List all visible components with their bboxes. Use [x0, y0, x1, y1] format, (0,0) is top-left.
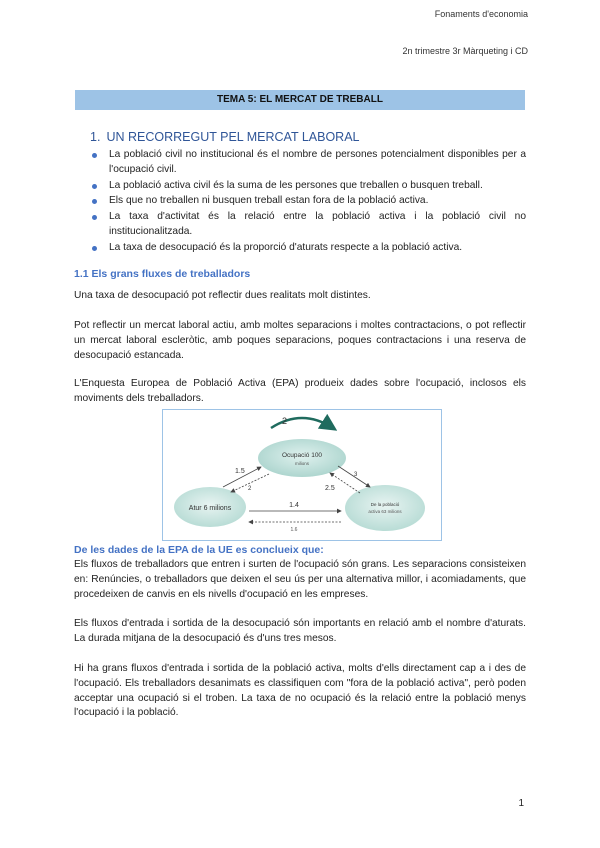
paragraph: Els fluxos de treballadors que entren i surten de l'ocupació són grans. Les separacions consisteixen en: Renúncies, o treballadors que deixen el seu ús per una alternativa millor, i acomiadaments, que procedeixen de canvis en els nivells d'ocupació en les empreses. — [74, 559, 526, 600]
section-heading — [90, 130, 366, 144]
definitions-list — [90, 148, 526, 257]
flow-value: 1.4 — [289, 502, 299, 509]
list-item: Els que no treballen ni busquen treball estan fora de la població activa. — [90, 194, 526, 209]
employment-label: Ocupació 100 — [281, 452, 323, 459]
outside-node-label: De la població — [370, 502, 400, 507]
section-number: 1. — [90, 130, 101, 144]
subsection-heading: 1.1 Els grans fluxes de treballadors — [74, 268, 251, 280]
paragraph: Hi ha grans fluxos d'entrada i sortida de la població activa, molts d'ells directament cap a i des de l'ocupació. Els treballadors desanimats es classifiquen com "fora de la població activa", però poden acceptar una ocupació si el troben. La taxa de no ocupació és la relació entre la població menys l'ocupació i la població. — [74, 663, 526, 719]
conclusions-heading: De les dades de la EPA de la UE es conclueix que: — [74, 544, 324, 556]
paragraph: Els fluxos d'entrada i sortida de la desocupació són importants en relació amb el nombre d'aturats. La durada mitjana de la desocupació és d'uns tres mesos. — [74, 618, 526, 644]
flow-value: 1.5 — [235, 468, 245, 475]
flow-value: 1.6 — [290, 527, 298, 533]
employment-sublabel: milions — [294, 461, 310, 466]
paragraph: Una taxa de desocupació pot reflectir dues realitats molt distintes. — [74, 290, 371, 301]
outside-node-sublabel: activa 63 milions — [368, 509, 402, 514]
outside-labour-force-node — [345, 485, 425, 531]
page-number: 1 — [518, 798, 524, 809]
flow-value: 2.5 — [325, 485, 335, 492]
worker-flows-diagram — [162, 409, 442, 541]
flow-value: 2 — [248, 486, 252, 492]
paragraph: L'Enquesta Europea de Població Activa (EPA) produeix dades sobre l'ocupació, inclosos els moviments dels treballadors. — [74, 378, 526, 404]
section-title: UN RECORREGUT PEL MERCAT LABORAL — [106, 130, 360, 144]
unemployment-label: Atur 6 milions — [188, 505, 232, 512]
chapter-banner: TEMA 5: EL MERCAT DE TREBALL — [75, 90, 525, 110]
list-item: La població activa civil és la suma de les persones que treballen o busquen treball. — [90, 179, 526, 194]
loop-value: 2 — [282, 416, 288, 426]
header-course: Fonaments d'economia — [434, 9, 528, 19]
list-item: La població civil no institucional és el nombre de persones potencialment disponibles per a l'ocupació civil. — [90, 148, 526, 178]
header-term: 2n trimestre 3r Màrqueting i CD — [402, 46, 528, 56]
flow-value: 3 — [354, 472, 358, 478]
paragraph: Pot reflectir un mercat laboral actiu, amb moltes separacions i moltes contractacions, o pot reflectir un mercat laboral escleròtic, amb poques separacions, poques contractacions i una reserva de desocupació estancada. — [74, 320, 526, 361]
list-item: La taxa d'activitat és la relació entre la població activa i la població civil no institucionalitzada. — [90, 210, 526, 240]
list-item: La taxa de desocupació és la proporció d'aturats respecte a la població activa. — [90, 241, 526, 256]
retention-loop-arrow — [271, 418, 333, 428]
flows-diagram-svg — [163, 410, 441, 540]
